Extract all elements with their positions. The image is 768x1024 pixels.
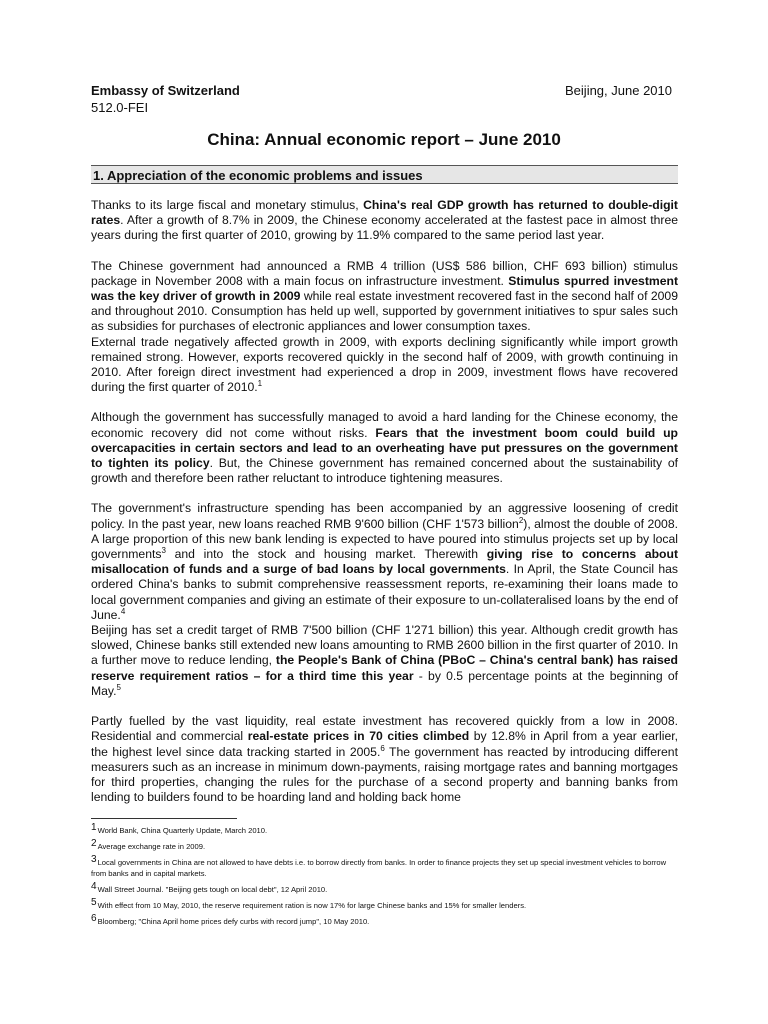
text: by 12.8% in April from a year earlier, the highest level since data tracking started in 2005. [91, 729, 679, 759]
footnote-ref[interactable]: 5 [116, 682, 121, 692]
footnote-ref[interactable]: 6 [380, 743, 385, 753]
text: Beijing has set a credit target of RMB 7'500 billion (CHF 1'271 billion) this year. Although credit growth has slowed, Chinese banks still extended new loans amounting to RMB 2600 billion in the first quarter of 2010. In a further move to reduce lending, [91, 623, 678, 668]
footnote [91, 881, 678, 895]
text: Although the government has successfully managed to avoid a hard landing for the Chinese economy, the economic recovery did not come without risks. [91, 410, 678, 440]
text: . But, the Chinese government has remained concerned about the sustainability of growth and therefore been rather reluctant to introduce tightening measures. [91, 456, 678, 486]
text: while real estate investment recovered fast in the second half of 2009 and throughout 2010. Consumption has held up well, supported by government initiatives to spur sales such as subsidies for purchases of electronic appliances and lower consumption taxes. [91, 289, 678, 334]
paragraph-credit-target [91, 623, 678, 699]
footnotes [91, 822, 678, 929]
emphasis: Stimulus spurred investment was the key driver of growth in 2009 [91, 273, 679, 304]
footnote-number: 1 [91, 822, 97, 833]
emphasis: real-estate prices in 70 cities climbed [247, 729, 470, 744]
emphasis: China's real GDP growth has returned to double-digit rates [91, 198, 678, 228]
letterhead [91, 82, 240, 116]
footnote-text: World Bank, China Quarterly Update, March 2010. [97, 826, 268, 835]
text: The government's infrastructure spending has been accompanied by an aggressive loosening of credit policy. In the past year, new loans reached RMB 9'600 billion (CHF 1'573 billion [91, 501, 678, 531]
reference-number: 512.0-FEI [91, 100, 149, 115]
footnote-number: 3 [91, 854, 97, 865]
text: and into the stock and housing market. Therewith [165, 547, 487, 562]
footnote-number: 5 [91, 897, 97, 908]
footnote-ref[interactable]: 3 [161, 546, 166, 555]
text: ), almost the double of 2008. A large proportion of this new bank lending is expected to have poured into stimulus projects set up by local governments [91, 516, 678, 562]
footnote-divider [91, 818, 237, 819]
emphasis: giving rise to concerns about misallocation of funds and a surge of bad loans by local governments [91, 547, 679, 577]
footnote-ref[interactable]: 2 [518, 515, 524, 525]
footnote [91, 913, 678, 927]
report-title: China: Annual economic report – June 2010 [207, 130, 561, 149]
text: . In April, the State Council has ordered China's banks to submit comprehensive reassessment reports, re-examining their loans made to local government companies and giving an estimate of their exposure to un-collateralised loans by the end of June. [91, 562, 679, 622]
footnote-text: Wall Street Journal. "Beijing gets tough on local debt", 12 April 2010. [97, 885, 328, 894]
footnote-number: 4 [91, 881, 97, 892]
paragraph-gdp [91, 198, 678, 244]
emphasis: the People's Bank of China (PBoC – China's central bank) has raised reserve requirement ratios – for a third time this year [91, 653, 678, 683]
footnote-text: Average exchange rate in 2009. [97, 842, 206, 851]
paragraph-stimulus [91, 259, 678, 335]
section-heading: 1. Appreciation of the economic problems and issues [91, 165, 678, 184]
footnote [91, 838, 678, 852]
embassy-name: Embassy of Switzerland [91, 83, 240, 98]
report-body [91, 198, 678, 820]
footnote [91, 897, 678, 911]
footnote-text: Bloomberg; "China April home prices defy curbs with record jump", 10 May 2010. [97, 917, 370, 926]
emphasis: Fears that the investment boom could build up overcapacities in certain sectors and lead to an overheating have put pressures on the government to tighten its policy [91, 425, 678, 471]
footnote-ref[interactable]: 1 [257, 379, 263, 389]
text: The Chinese government had announced a RMB 4 trillion (US$ 586 billion, CHF 693 billion) stimulus package in November 2008 with a main focus on infrastructure investment. [91, 258, 678, 288]
footnote [91, 822, 678, 836]
footnote-ref[interactable]: 4 [120, 606, 126, 616]
paragraph-risks [91, 410, 678, 486]
text: . After a growth of 8.7% in 2009, the Chinese economy accelerated at the fastest pace in almost three years during the first quarter of 2010, growing by 11.9% compared to the same period last year. [91, 213, 678, 243]
paragraph-real-estate [91, 714, 678, 805]
footnote-text: Local governments in China are not allowed to have debts i.e. to borrow directly from banks. In order to finance projects they set up special investment vehicles to borrow from banks and in capital markets. [91, 858, 667, 878]
place-date: Beijing, June 2010 [565, 83, 672, 98]
footnote-number: 6 [91, 913, 97, 924]
text: Partly fuelled by the vast liquidity, real estate investment has recovered quickly from a low in 2008. Residential and commercial [91, 714, 678, 744]
text: The government has reacted by introducing different measurers such as an increase in minimum down-payments, raising mortgage rates and banning mortgages for third properties, changing the rules for the purchase of a second property and banning banks from lending to builders found to be hoarding land and holding back home [91, 744, 678, 805]
footnote-text: With effect from 10 May, 2010, the reserve requirement ration is now 17% for large Chinese banks and 15% for smaller lenders. [97, 901, 527, 910]
text: External trade negatively affected growth in 2009, with exports declining significantly while import growth remained strong. However, exports recovered quickly in the second half of 2009, with growth continuing in 2010. After foreign direct investment had experienced a drop in 2009, investment flows have recovered during the first quarter of 2010. [91, 334, 678, 395]
footnote-number: 2 [91, 838, 97, 849]
footnote [91, 854, 678, 879]
paragraph-credit [91, 501, 678, 623]
paragraph-trade [91, 335, 678, 396]
text: - by 0.5 percentage points at the beginning of May. [91, 668, 678, 698]
text: Thanks to its large fiscal and monetary stimulus, [91, 198, 364, 212]
